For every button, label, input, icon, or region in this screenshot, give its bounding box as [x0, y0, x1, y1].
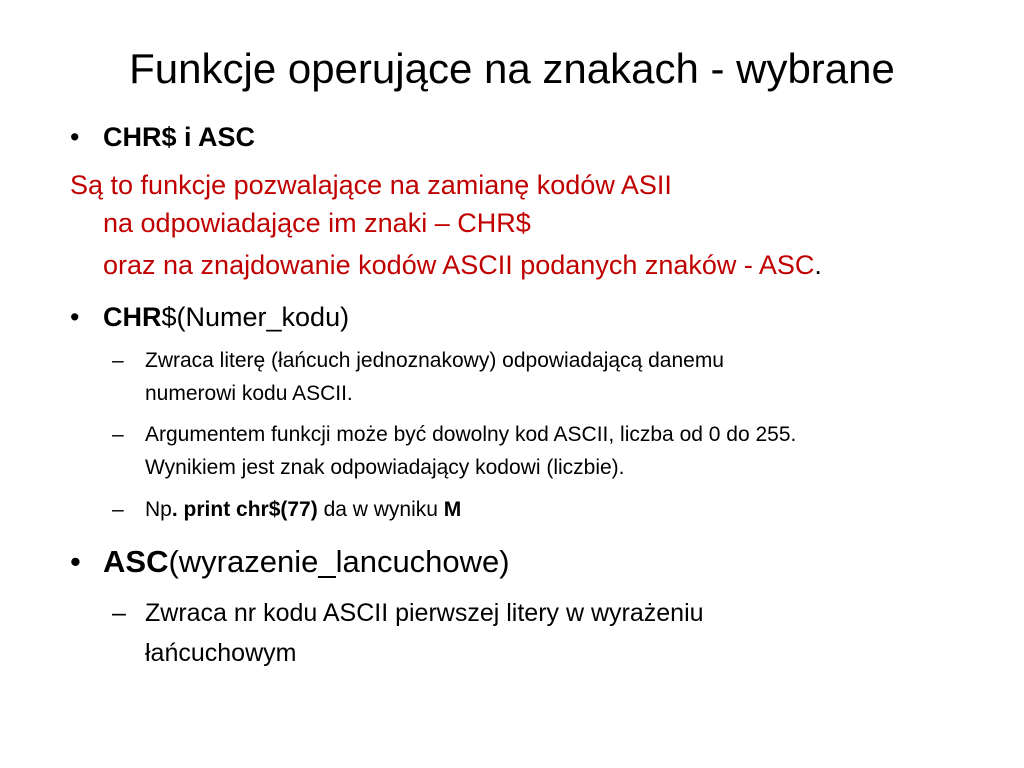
item-chr-asc: CHR$ i ASC — [103, 122, 256, 152]
red-paragraph-line3 — [103, 250, 822, 281]
dash-icon: – — [112, 349, 124, 372]
asc-subitem1-line2: łańcuchowym — [145, 639, 297, 667]
item-chr-heading — [103, 302, 349, 333]
red-paragraph-line1: Są to funkcje pozwalające na zamianę kodów ASII — [70, 170, 672, 200]
item-asc-bold: ASC — [103, 544, 169, 579]
red-paragraph-line2: na odpowiadające im znaki – CHR$ — [103, 208, 531, 238]
red-paragraph-line3-text: oraz na znajdowanie kodów ASCII podanych znaków - ASC — [103, 250, 815, 280]
chr-subitem2-line2: Wynikiem jest znak odpowiadający kodowi (liczbie). — [145, 456, 625, 479]
bullet-icon: • — [70, 302, 80, 332]
chr-subitem1-line2: numerowi kodu ASCII. — [145, 382, 353, 405]
chr-subitem3-result: M — [443, 498, 462, 521]
dash-icon: – — [112, 599, 126, 627]
chr-subitem2-line1: Argumentem funkcji może być dowolny kod ASCII, liczba od 0 do 255. — [145, 423, 797, 446]
dash-icon: – — [112, 423, 124, 446]
red-paragraph-line3-end: . — [814, 250, 822, 280]
chr-subitem3-pre: Np — [145, 498, 172, 521]
chr-subitem3 — [145, 498, 461, 522]
asc-subitem1-line1: Zwraca nr kodu ASCII pierwszej litery w wyrażeniu — [145, 599, 704, 627]
item-asc-rest: (wyrazenie_lancuchowe) — [168, 544, 510, 579]
dash-icon: – — [112, 498, 124, 521]
chr-subitem3-mid: da w wyniku — [317, 498, 444, 521]
chr-subitem3-code: . print chr$(77) — [171, 498, 318, 521]
bullet-icon: • — [70, 122, 80, 152]
item-chr-rest: $(Numer_kodu) — [161, 302, 350, 332]
item-chr-bold: CHR — [103, 302, 162, 332]
bullet-icon: • — [70, 544, 81, 579]
chr-subitem1-line1: Zwraca literę (łańcuch jednoznakowy) odpowiadającą danemu — [145, 349, 724, 372]
slide-title: Funkcje operujące na znakach - wybrane — [129, 45, 895, 92]
item-asc-heading — [103, 544, 510, 580]
